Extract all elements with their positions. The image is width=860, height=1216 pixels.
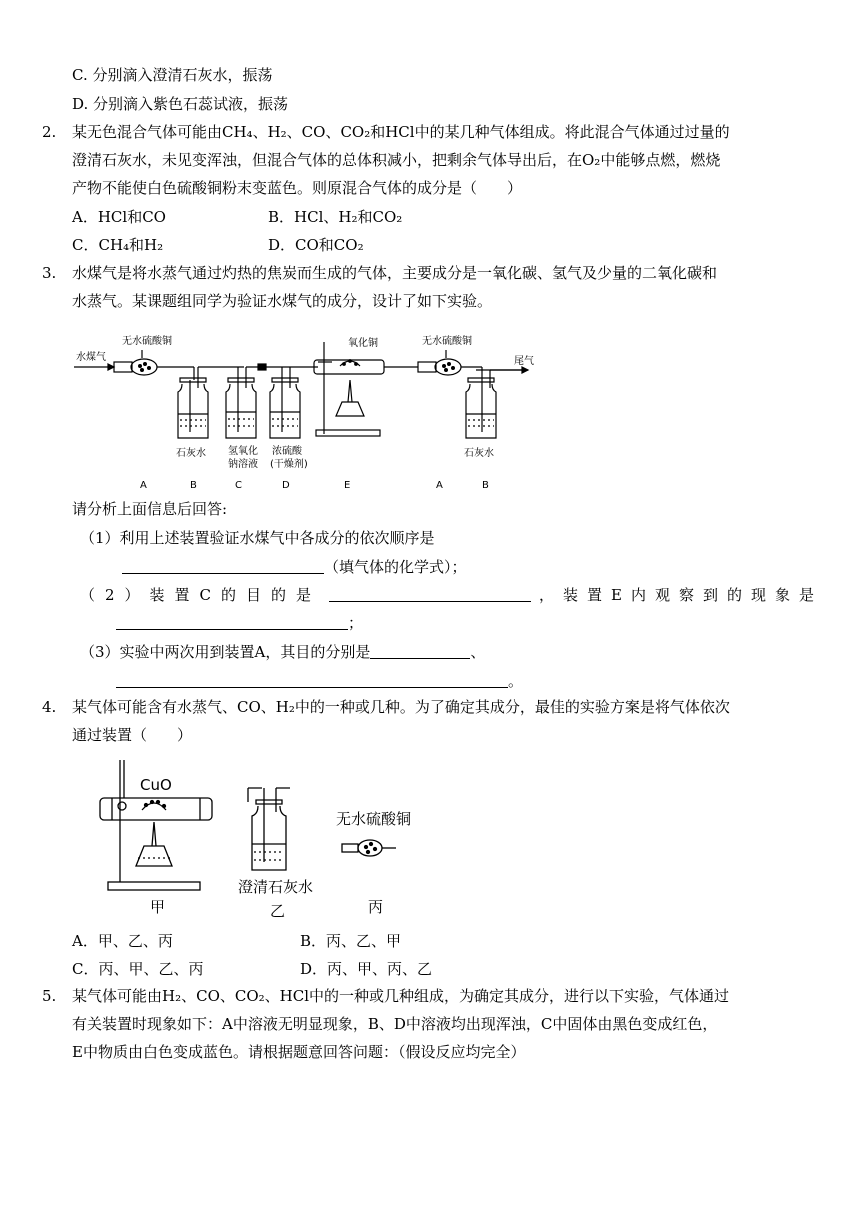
q3-part3-sep: 、 [470, 643, 486, 661]
fig4-label-limewater: 澄清石灰水 [238, 878, 314, 896]
q3-part3-line [80, 641, 485, 663]
q3-part2-answer-line [116, 612, 363, 634]
q3-part2-mid: ，装置E内观察到的现象是 [539, 586, 823, 604]
fig-label-d2: (干燥剂) [270, 459, 308, 470]
q3-part3-end: 。 [508, 672, 524, 690]
fig4-label-yi: 乙 [270, 902, 286, 920]
q5-stem-line1: 某气体可能由H₂、CO、CO₂、HCl中的一种或几种组成，为确定其成分，进行以下实验，气体通过 [72, 987, 730, 1005]
q2-stem-line2: 澄清石灰水，未见变浑浊，但混合气体的总体积减小，把剩余气体导出后，在O₂中能够点燃，燃烧 [72, 151, 721, 169]
fig-label-exhaust: 尾气 [514, 356, 534, 367]
fig-letter-0: A [140, 480, 147, 491]
q4-option-a: A．甲、乙、丙 [72, 932, 173, 950]
fig-label-b-right: 石灰水 [464, 448, 494, 459]
q2-stem-line3: 产物不能使白色硫酸铜粉末变蓝色。则原混合气体的成分是（ ） [72, 179, 523, 197]
q3-part1-answer-line [122, 556, 467, 578]
answer-blank[interactable] [122, 559, 324, 574]
q3-stem-line2: 水蒸气。某课题组同学为验证水煤气的成分，设计了如下实验。 [72, 292, 493, 310]
q2-option-c: C．CH₄和H₂ [72, 236, 164, 254]
fig-letter-5: A [436, 480, 443, 491]
fig-letter-4: E [344, 480, 351, 491]
answer-blank[interactable] [116, 615, 348, 630]
q1-option-c: C. 分别滴入澄清石灰水，振荡 [72, 66, 273, 84]
q5-stem-line3: E中物质由白色变成蓝色。请根据题意回答问题：（假设反应均完全） [72, 1043, 526, 1061]
fig4-label-bing: 丙 [368, 898, 384, 916]
q3-part3: （3）实验中两次用到装置A，其目的分别是 [80, 643, 371, 661]
q4-stem-line2: 通过装置（ ） [72, 726, 193, 744]
answer-blank[interactable] [370, 644, 470, 659]
q2-option-d: D．CO和CO₂ [268, 236, 364, 254]
fig-letter-3: D [282, 480, 290, 491]
fig-label-anhydrous-right: 无水硫酸铜 [422, 336, 472, 347]
q3-stem-line1: 水煤气是将水蒸气通过灼热的焦炭而生成的气体，主要成分是一氧化碳、氢气及少量的二氧化碳和 [72, 264, 718, 282]
fig-label-b: 石灰水 [176, 448, 206, 459]
fig-letter-2: C [235, 480, 242, 491]
q5-number: 5. [42, 987, 57, 1005]
q5-stem-line2: 有关装置时现象如下：A中溶液无明显现象，B、D中溶液均出现浑浊，C中固体由黑色变成红色， [72, 1015, 718, 1033]
fig-label-c2: 钠溶液 [228, 459, 258, 470]
q3-number: 3. [42, 264, 57, 282]
fig4-label-cuo: CuO [140, 776, 172, 794]
q3-part1-tail: （填气体的化学式）； [324, 558, 467, 576]
q2-number: 2. [42, 123, 57, 141]
q3-part2-end: ； [348, 614, 364, 632]
q2-option-a: A．HCl和CO [72, 208, 166, 226]
fig-letter-6: B [482, 480, 489, 491]
fig-label-d1: 浓硫酸 [272, 446, 302, 457]
q2-stem-line1: 某无色混合气体可能由CH₄、H₂、CO、CO₂和HCl中的某几种气体组成。将此混合气体通过过量的 [72, 123, 730, 141]
q4-stem-line1: 某气体可能含有水蒸气、CO、H₂中的一种或几种。为了确定其成分，最佳的实验方案是将气体依次 [72, 698, 730, 716]
answer-blank[interactable] [116, 673, 508, 688]
q3-part2: （2）装置C的目的是 [80, 586, 322, 604]
fig4-label-jia: 甲 [150, 898, 166, 916]
q4-apparatus-figure [98, 758, 438, 924]
q3-prompt: 请分析上面信息后回答: [72, 500, 228, 518]
fig-label-cuo: 氧化铜 [348, 338, 378, 349]
q4-number: 4. [42, 698, 57, 716]
q3-part3-answer-line [116, 670, 523, 692]
q3-apparatus-figure [72, 322, 552, 494]
q4-option-c: C．丙、甲、乙、丙 [72, 960, 204, 978]
fig-label-inlet: 水煤气 [76, 352, 106, 363]
q3-part2-line [80, 584, 823, 606]
q3-part1: （1）利用上述装置验证水煤气中各成分的依次顺序是 [80, 529, 435, 547]
q4-option-d: D．丙、甲、丙、乙 [300, 960, 433, 978]
fig-label-anhydrous-left: 无水硫酸铜 [122, 336, 172, 347]
q2-option-b: B．HCl、H₂和CO₂ [268, 208, 403, 226]
fig4-label-anhydrous: 无水硫酸铜 [336, 810, 412, 828]
q4-option-b: B．丙、乙、甲 [300, 932, 402, 950]
answer-blank[interactable] [329, 587, 531, 602]
fig-letter-1: B [190, 480, 197, 491]
q1-option-d: D. 分别滴入紫色石蕊试液，振荡 [72, 95, 289, 113]
fig-label-c1: 氢氧化 [228, 446, 258, 457]
